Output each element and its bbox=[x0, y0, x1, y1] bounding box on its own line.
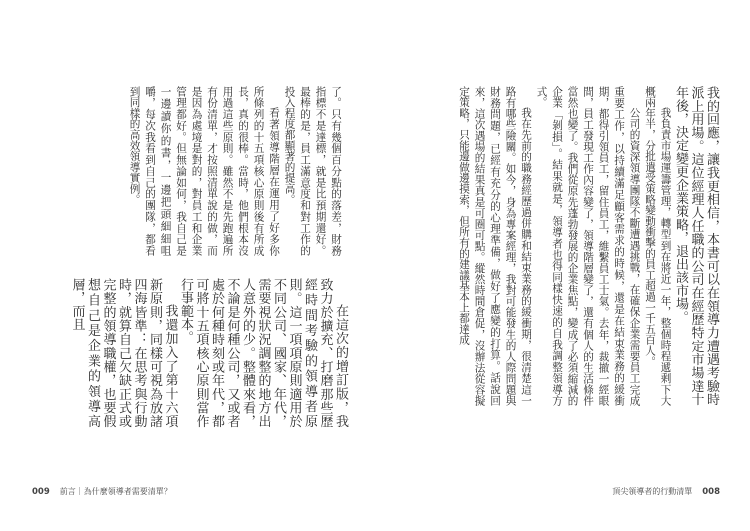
right-page bbox=[375, 0, 750, 531]
right-page-footer bbox=[612, 486, 720, 497]
paragraph: 看著領導階層在運用了好多你所條列的十五項核心原則後有所成長，真的很棒。當時，他們根本沒用過這些原則。雖然不是先跑遍所有份清單，才按照清單說的做，而是因為處境是對的，對員工和企業管理都好。但無論如何，我自己是一邊讀你的書，一邊把頭細細咀嚼，每次我看到自己的團隊，都看到同樣的高效領導實例。 bbox=[128, 86, 280, 256]
running-title: 前言｜為什麼領導者需要清單？ bbox=[59, 487, 172, 496]
paragraph: 公司的資深領導團隊不斷遭遇挑戰，在確保企業需要員工完成重要工作，以持續滿足顧客需求的時候，還是在結束業務的緩衝期，都得引領員工，留住員工，維繫員工士氣。去年，裁撤一經眼間，員工發現工作內容變了，領導階層變了，還有個人的生活條件當然也變了。我們從原先蓬勃發展的企業焦點，變成了必須縮減的企業「剝損」。結果就是，領導者也得同樣快速的自我調整領導方式。 bbox=[535, 86, 641, 406]
paragraph: 我在先前的職務經歷過併購和結束業務的緩衝期，很清楚這一路有哪些險關。如今，身為專案經理，我對可能發生的人際問題與財務問題，已經有充分的心理準備，做好了應變的打算。話說回來，這次遇場的結果真是可圈可點。縱然時間倉促，沒辦法從容擬定策略，只能邊做邊摸索，但所有的建議基本上都達成 bbox=[458, 86, 532, 406]
running-title: 頂尖領導者的行動清單 bbox=[612, 487, 693, 496]
left-page-footer bbox=[32, 486, 172, 497]
left-page-body-top bbox=[93, 86, 343, 256]
paragraph: 在這次的增訂版，我致力於擴充、打磨那些歷經時間考驗的領導者原則。這一項項原則適用於不同公司、國家、年代，需要視狀況調整的地方出人意外的少。整體來看，不論是何種公司，又或者處於何種時刻或年代，都可將十五項核心原則當作行事範本。 bbox=[178, 278, 348, 428]
paragraph: 我負責市場運籌管理，轉型到在將近一年，整個時程遞剩下大概兩年半，分批遣受策略變動衝擊的員工超過一千五百人。 bbox=[644, 86, 672, 406]
paragraph: 我還加入了第十六項新原則，同樣可視為放諸四海皆準：在思考與行動時，就算自己欠缺正式或完整的領導職權，也要假想自己是企業的領導高層，而且 bbox=[69, 278, 178, 428]
page-number: 008 bbox=[702, 487, 720, 497]
paragraph: 了。只有幾個百分點的落差，財務指標不是達標，就是比預期還好。最棒的是，員工滿意度和對工作的投入程度都顯著的提高。 bbox=[283, 86, 342, 256]
paragraph: 我的回應，讓我更相信，本書可以在領導力遭遇考驗時派上用場。這位經理人任職的公司在經歷特定市場達十年後，決定變更企業策略，退出該市場。 bbox=[673, 86, 719, 406]
right-page-body bbox=[403, 86, 719, 406]
left-page-body-bottom bbox=[69, 278, 348, 428]
page-number: 009 bbox=[32, 487, 50, 497]
